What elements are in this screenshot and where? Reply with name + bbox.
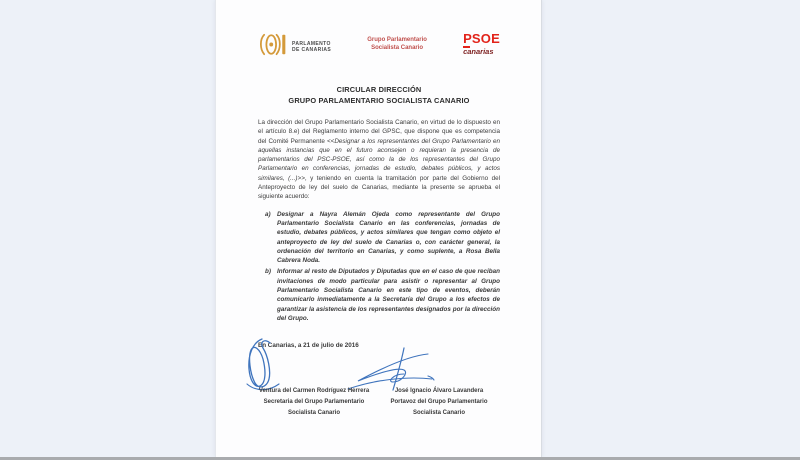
item-a-text: Designar a Nayra Alemán Ojeda como representante del Grupo Parlamentario Socialista Canario en las conferencias, jornadas de estudio, debates públicos, y actos similares que tengan como objeto el anteproyecto de ley del suelo de Canarias o, con carácter general, la ordenación del territorio en Canarias, y como suplente, a Rosa Bella Cabrera Noda. <box>277 210 500 265</box>
list-item <box>265 267 500 323</box>
signature-block-secretaria <box>258 386 370 419</box>
signature-block-portavoz <box>378 386 500 419</box>
parlamento-logo-text <box>292 41 331 53</box>
signer-role-line1: Secretaria del Grupo Parlamentario <box>263 399 365 405</box>
document-content <box>216 0 541 457</box>
grupo-parlamentario-logo <box>367 37 427 52</box>
title-line1: CIRCULAR DIRECCIÓN <box>336 85 422 94</box>
parlamento-line2: DE CANARIAS <box>292 47 332 53</box>
psoe-acronym: PSOE <box>463 31 500 46</box>
psoe-canarias-logo <box>463 32 500 56</box>
intro-normal-text: La dirección del Grupo Parlamentario Socialista Canario, en virtud de lo dispuesto en el artículo 8.e) del Reglamento interno del GPSC, que dispone que es competencia del Comité Permanente <box>258 119 500 145</box>
document-title <box>258 84 500 106</box>
psoe-region: canarias <box>463 47 494 56</box>
grupo-logo-line1: Grupo Parlamentario <box>367 37 427 43</box>
parlamento-de-canarias-logo <box>258 31 331 63</box>
list-item <box>265 210 500 266</box>
title-line2: GRUPO PARLAMENTARIO SOCIALISTA CANARIO <box>288 96 470 105</box>
parlamento-line1: PARLAMENTO <box>292 41 331 47</box>
signer-role-line1: Portavoz del Grupo Parlamentario <box>390 399 488 405</box>
item-b-text: Informar al resto de Diputados y Diputadas que en el caso de que reciban invitaciones de modo particular para asistir o representar al Grupo Parlamentario Socialista Canario en este tipo de eventos, deberán comunicarlo inmediatamente a la Secretaría del Grupo a los efectos de garantizar la asistencia de los representantes designados por la dirección del Grupo. <box>277 268 500 322</box>
signer-role-line2: Socialista Canario <box>287 410 341 416</box>
signer-role-line2: Socialista Canario <box>412 410 466 416</box>
logo-header <box>258 0 500 64</box>
signature-blocks <box>258 386 500 419</box>
grupo-logo-line2: Socialista Canario <box>371 44 424 51</box>
item-a-marker: a) <box>265 210 271 218</box>
parlamento-emblem-icon <box>258 31 288 63</box>
acuerdo-list <box>258 210 500 324</box>
intro-quoted-text: <<Designar a los representantes del Grupo Parlamentario en aquellas instancias que en el futuro aconsejen o requieran la presencia de parlamentarios del PSC-PSOE, así como la de los representantes del Grupo Parlamentario en conferencias, jornadas de estudio, debates públicos, y actos similares, (...)>> <box>258 137 501 182</box>
intro-paragraph <box>258 118 500 202</box>
intro-tail-text: , y teniendo en cuenta la tramitación por parte del Gobierno del Anteproyecto de ley del suelo de Canarias, mediante la presente se aprueba el siguiente acuerdo: <box>258 174 500 201</box>
signer-name: Ventura del Carmen Rodríguez Herrera <box>258 388 370 394</box>
signer-name: José Ignacio Álvaro Lavandera <box>394 388 484 394</box>
document-page <box>215 0 542 457</box>
item-b-marker: b) <box>265 268 271 276</box>
dateline: En Canarias, a 21 de julio de 2016 <box>258 342 359 350</box>
